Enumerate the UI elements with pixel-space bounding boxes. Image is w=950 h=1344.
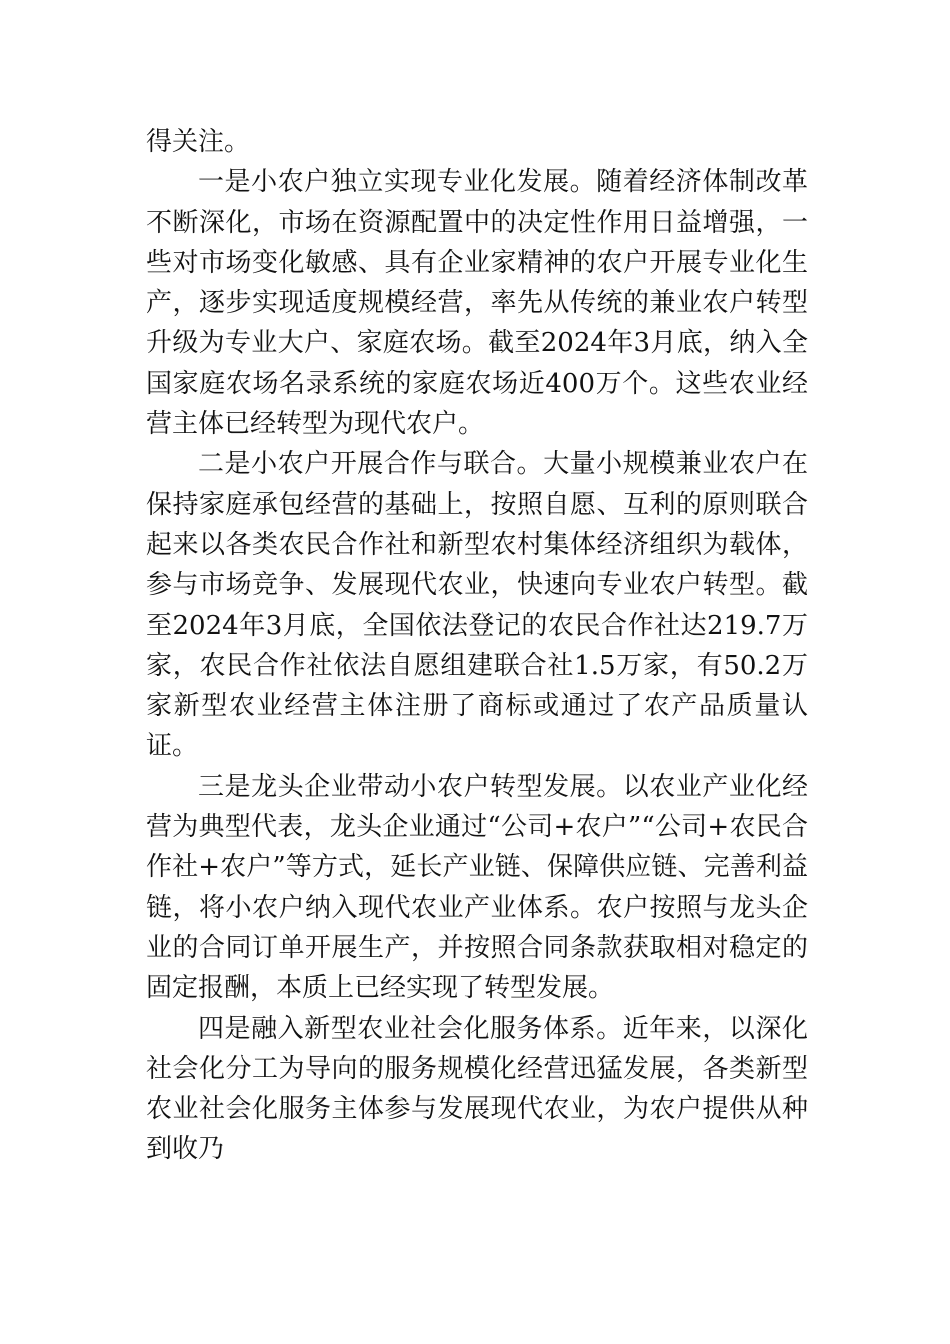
paragraph-specialization: 一是小农户独立实现专业化发展。随着经济体制改革不断深化，市场在资源配置中的决定性作用日益增强，一些对市场变化敏感、具有企业家精神的农户开展专业化生产，逐步实现适度规模经营，率先从传统的兼业农户转型升级为专业大户、家庭农场。截至2024年3月底，纳入全国家庭农场名录系统的家庭农场近400万个。这些农业经营主体已经转型为现代农户。 <box>146 167 808 440</box>
paragraph-leading-enterprises: 三是龙头企业带动小农户转型发展。以农业产业化经营为典型代表，龙头企业通过“公司+农户”“公司+农民合作社+农户”等方式，延长产业链、保障供应链、完善利益链，将小农户纳入现代农业产业体系。农户按照与龙头企业的合同订单开展生产，并按照合同条款获取相对稳定的固定报酬，本质上已经实现了转型发展。 <box>146 771 808 1004</box>
paragraph-social-services: 四是融入新型农业社会化服务体系。近年来，以深化社会化分工为导向的服务规模化经营迅猛发展，各类新型农业社会化服务主体参与发展现代农业，为农户提供从种到收乃 <box>146 1013 808 1165</box>
paragraph-continuation: 得关注。 <box>146 127 251 157</box>
paragraph-cooperation: 二是小农户开展合作与联合。大量小规模兼业农户在保持家庭承包经营的基础上，按照自愿、互利的原则联合起来以各类农民合作社和新型农村集体经济组织为载体，参与市场竞争、发展现代农业，快速向专业农户转型。截至2024年3月底，全国依法登记的农民合作社达219.7万家，农民合作社依法自愿组建联合社1.5万家，有50.2万家新型农业经营主体注册了商标或通过了农产品质量认证。 <box>146 449 808 762</box>
document-page <box>146 122 808 1170</box>
